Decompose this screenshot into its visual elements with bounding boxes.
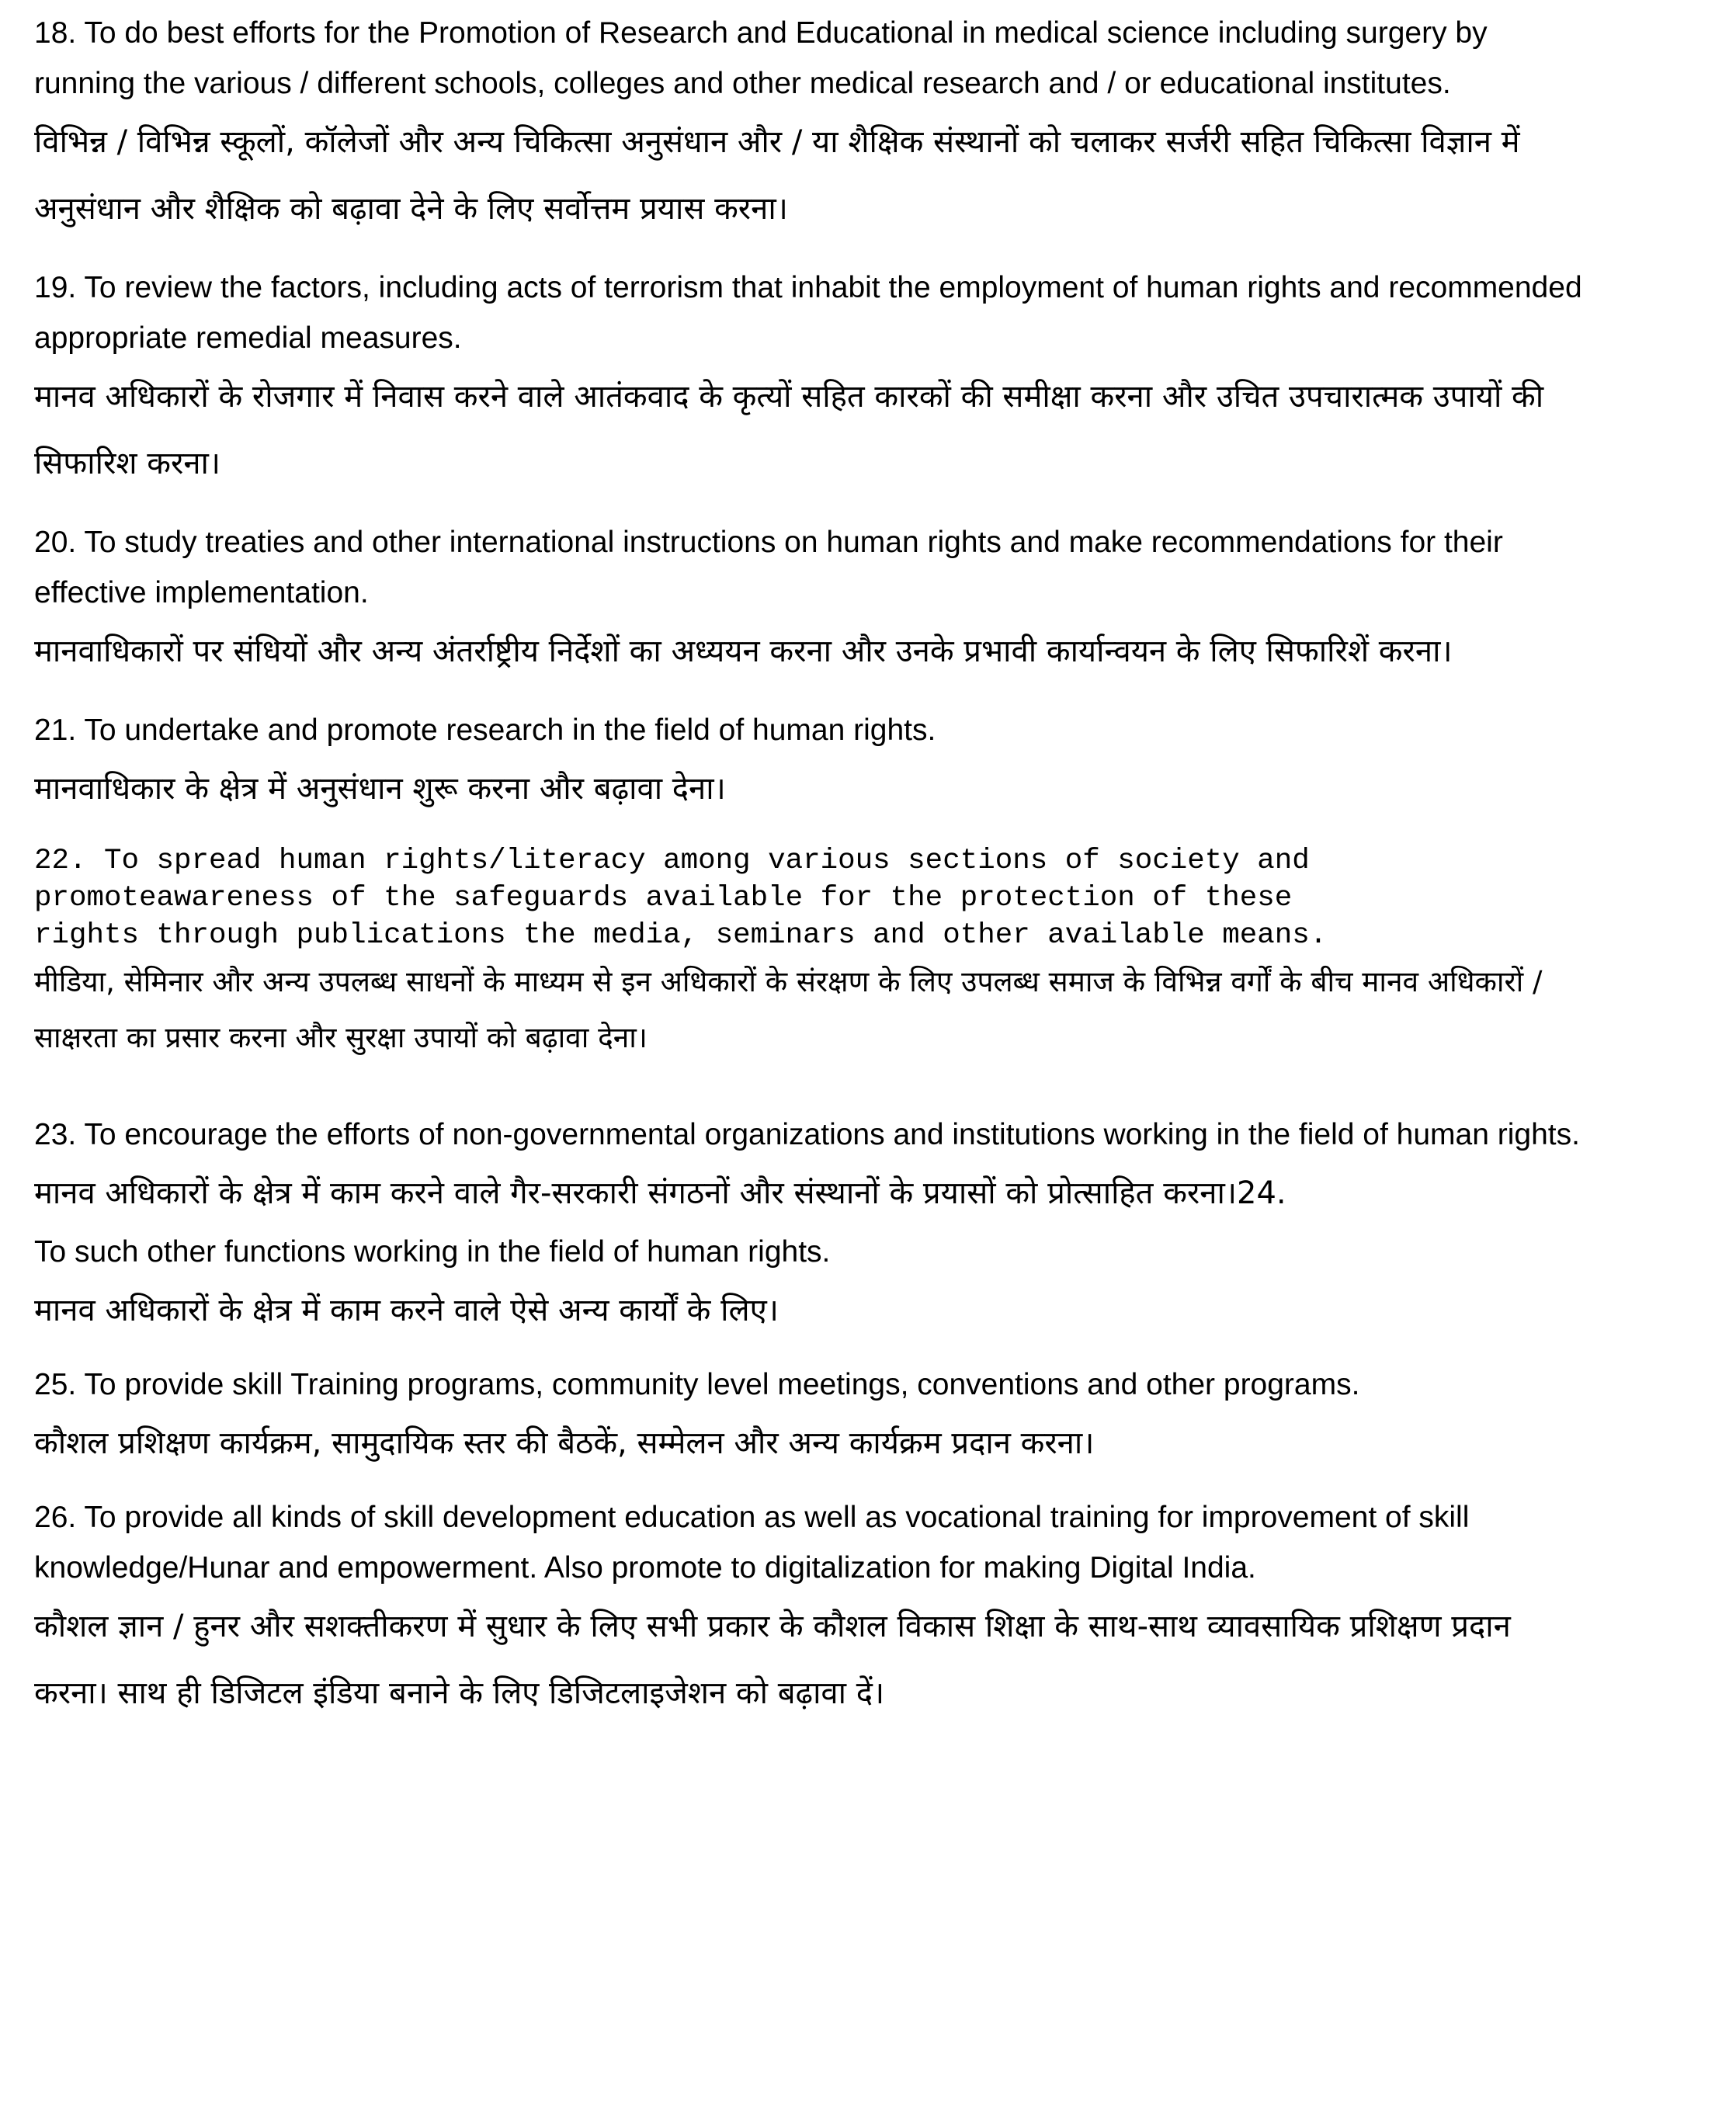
item-21-english: 21. To undertake and promote research in the field of human rights. <box>34 713 936 747</box>
item-20-english: 20. To study treaties and other international instructions on human rights and make recommendations for their effective implementation. <box>34 526 1503 609</box>
item-25-hindi: कौशल प्रशिक्षण कार्यक्रम, सामुदायिक स्तर की बैठकें, सम्मेलन और अन्य कार्यक्रम प्रदान करना। <box>34 1425 1095 1461</box>
item-19-english: 19. To review the factors, including acts of terrorism that inhabit the employment of human rights and recommended appropriate remedial measures. <box>34 271 1582 355</box>
item-18-english: 18. To do best efforts for the Promotion of Research and Educational in medical science including surgery by running the various / different schools, colleges and other medical research and / or educational institutes. <box>34 16 1488 100</box>
item-22-english-line-2: promoteawareness of the safeguards available for the protection of these <box>34 882 1293 915</box>
item-19-hindi: मानव अधिकारों के रोजगार में निवास करने वाले आतंकवाद के कृत्यों सहित कारकों की समीक्षा करना और उचित उपचारात्मक उपायों की सिफारिश करना। <box>34 379 1544 481</box>
item-20-hindi: मानवाधिकारों पर संधियों और अन्य अंतर्राष्ट्रीय निर्देशों का अध्ययन करना और उनके प्रभावी कार्यान्वयन के लिए सिफारिशें करना। <box>34 634 1453 669</box>
item-24-english: To such other functions working in the field of human rights. <box>34 1235 831 1269</box>
item-23-english: 23. To encourage the efforts of non-governmental organizations and institutions working in the field of human rights. <box>34 1118 1580 1151</box>
item-24-hindi: मानव अधिकारों के क्षेत्र में काम करने वाले ऐसे अन्य कार्यों के लिए। <box>34 1293 779 1328</box>
item-23-hindi: मानव अधिकारों के क्षेत्र में काम करने वाले गैर-सरकारी संगठनों और संस्थानों के प्रयासों को प्रोत्साहित करना।24. <box>34 1175 1286 1211</box>
item-21-hindi: मानवाधिकार के क्षेत्र में अनुसंधान शुरू करना और बढ़ावा देना। <box>34 771 726 807</box>
item-22-english-line-1: 22. To spread human rights/literacy among various sections of society and <box>34 845 1310 877</box>
item-22-english-line-3: rights through publications the media, seminars and other available means. <box>34 919 1328 952</box>
item-26-english: 26. To provide all kinds of skill development education as well as vocational training for improvement of skill knowledge/Hunar and empowerment. Also promote to digitalization for making Digital India. <box>34 1501 1470 1585</box>
item-22-hindi: मीडिया, सेमिनार और अन्य उपलब्ध साधनों के माध्यम से इन अधिकारों के संरक्षण के लिए उपलब्ध समाज के विभिन्न वर्गों के बीच मानव अधिकारों / साक्षरता का प्रसार करना और सुरक्षा उपायों को बढ़ावा देना। <box>34 965 1543 1054</box>
item-25-english: 25. To provide skill Training programs, community level meetings, conventions and other programs. <box>34 1368 1360 1401</box>
document-page <box>34 8 1587 1727</box>
item-18-hindi: विभिन्न / विभिन्न स्कूलों, कॉलेजों और अन्य चिकित्सा अनुसंधान और / या शैक्षिक संस्थानों को चलाकर सर्जरी सहित चिकित्सा विज्ञान में अनुसंधान और शैक्षिक को बढ़ावा देने के लिए सर्वोत्तम प्रयास करना। <box>34 124 1520 227</box>
item-26-hindi: कौशल ज्ञान / हुनर और सशक्तीकरण में सुधार के लिए सभी प्रकार के कौशल विकास शिक्षा के साथ-साथ व्यावसायिक प्रशिक्षण प्रदान करना। साथ ही डिजिटल इंडिया बनाने के लिए डिजिटलाइजेशन को बढ़ावा दें। <box>34 1609 1511 1711</box>
